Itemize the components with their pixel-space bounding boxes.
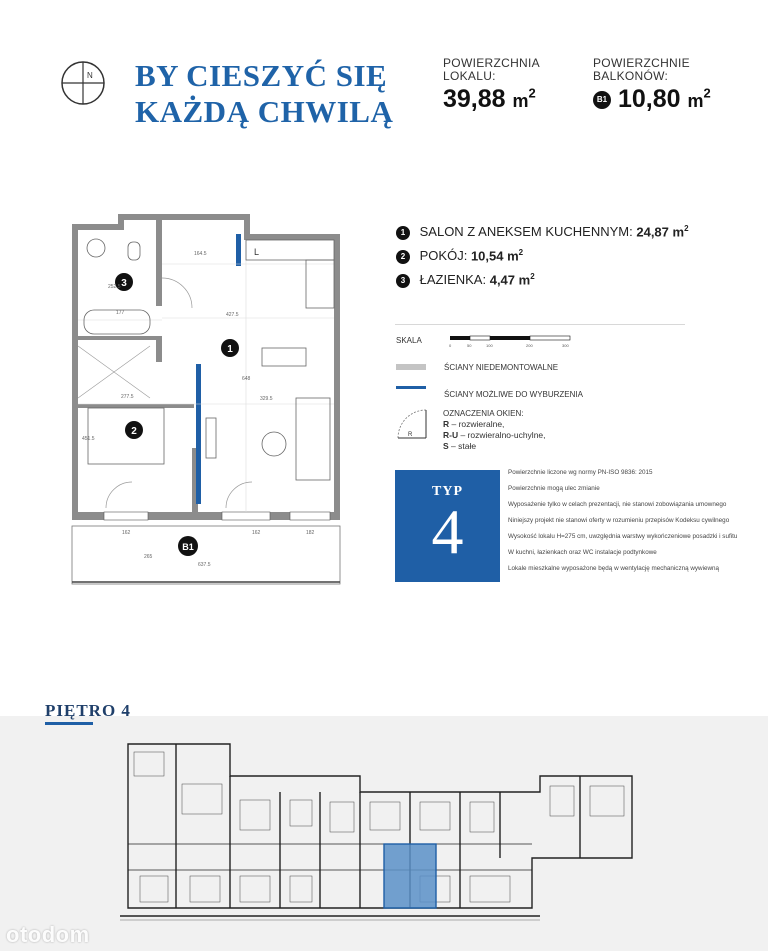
room-badge-1 xyxy=(221,339,239,357)
kitchen-counter xyxy=(246,240,334,260)
scale-tick: 200 xyxy=(526,343,533,348)
legend-removable-walls: ŚCIANY MOŻLIWE DO WYBURZENIA xyxy=(444,390,583,399)
washbasin-icon xyxy=(87,239,105,257)
balcony-badge-plan xyxy=(178,536,198,556)
note: Lokale mieszkalne wyposażone będą w wentylację mechaniczną wywiewną xyxy=(508,565,720,572)
dim-label: 265 xyxy=(144,554,153,560)
room-row-2 xyxy=(396,248,523,264)
legend-swatch-removable xyxy=(396,386,426,389)
scale-tick: 50 xyxy=(467,343,472,348)
room-number-badge: 3 xyxy=(396,274,410,288)
slogan-line-1: BY CIESZYĆ SIĘ xyxy=(135,58,388,93)
area-balkonow-value: 10,80 xyxy=(617,85,681,113)
toilet-icon xyxy=(128,242,140,260)
area-balkonow-sup: 2 xyxy=(703,85,711,101)
highlighted-unit xyxy=(384,844,436,908)
area-lokalu-label-1: POWIERZCHNIA xyxy=(443,56,540,70)
area-balkonow-label-2: BALKONÓW: xyxy=(593,69,669,83)
room-area: 4,47 m xyxy=(489,272,531,288)
wall-right xyxy=(334,234,340,520)
area-lokalu-value: 39,88 xyxy=(443,85,506,113)
window-legend-title: OZNACZENIA OKIEN: xyxy=(443,409,524,418)
legend-fixed-walls: ŚCIANY NIEDEMONTOWALNE xyxy=(444,363,559,372)
window-s-key: S xyxy=(443,441,449,451)
window-legend xyxy=(443,408,546,452)
svg-text:R: R xyxy=(408,432,413,438)
area-balkonow-unit: m xyxy=(687,91,704,111)
window-1 xyxy=(104,512,148,520)
area-lokalu-label-2: LOKALU: xyxy=(443,69,496,83)
scale-bar xyxy=(448,334,572,350)
room-number-badge: 2 xyxy=(396,250,410,264)
dim-label: 252.5 xyxy=(108,284,121,290)
floor-plan xyxy=(66,208,350,602)
dim-label: 162 xyxy=(252,530,261,536)
scale-tick: 100 xyxy=(486,343,493,348)
wall-room-top xyxy=(78,404,194,408)
wall-left xyxy=(72,224,78,520)
wall-top-left xyxy=(72,224,122,230)
dim-label: 182 xyxy=(306,530,315,536)
room-area-sup: 2 xyxy=(518,248,524,257)
room-badge-2 xyxy=(125,421,143,439)
typ-label: TYP xyxy=(432,484,463,499)
kitchen-stove xyxy=(306,260,334,308)
floor-overview-plan xyxy=(120,740,650,940)
divider xyxy=(395,324,685,325)
window-r-key: R xyxy=(443,419,450,429)
window-r: – rozwieralne, xyxy=(449,419,505,429)
note: W kuchni, łazienkach oraz WC instalacje podtynkowe xyxy=(508,549,657,556)
kitchen-mark: L xyxy=(254,247,260,257)
door-swing xyxy=(106,482,132,508)
wall-mid-vertical xyxy=(156,336,162,362)
notes xyxy=(508,469,748,581)
window-ru-key: R-U xyxy=(443,430,459,440)
window-ru: – rozwieralno-uchylne, xyxy=(458,430,546,440)
room-row-1 xyxy=(396,224,689,240)
slogan-line-2: KAŻDĄ CHWILĄ xyxy=(135,94,394,129)
area-lokalu-sup: 2 xyxy=(528,85,536,101)
compass-letter: N xyxy=(87,71,93,80)
removable-wall-1 xyxy=(236,234,241,266)
balcony-badge: B1 xyxy=(593,91,611,109)
coffee-table xyxy=(262,432,286,456)
note: Powierzchnie liczone wg normy PN-ISO 9836: 2015 xyxy=(508,469,653,476)
svg-text:1: 1 xyxy=(227,344,233,355)
wardrobe-icon xyxy=(206,418,216,458)
note: Wyposażenie tylko w celach prezentacji, nie stanowi zobowiązania umownego xyxy=(508,501,727,508)
room-area-sup: 2 xyxy=(684,224,689,233)
room-name: ŁAZIENKA: xyxy=(419,272,487,288)
area-lokalu xyxy=(443,57,540,114)
note: Wysokość lokalu H=275 cm, uwzględnia warstwy wykończeniowe posadzki i sufitu xyxy=(508,533,738,540)
door-swing xyxy=(162,278,192,308)
floor-title-underline xyxy=(45,722,93,725)
dim-label: 177 xyxy=(116,310,125,316)
wall-top xyxy=(118,214,248,220)
area-balkonow-label-1: POWIERZCHNIE xyxy=(593,56,690,70)
room-area: 24,87 m xyxy=(636,224,685,240)
slogan xyxy=(135,58,393,130)
window-symbol-icon xyxy=(396,408,428,440)
wall-bath-right xyxy=(156,220,162,306)
typ-number: 4 xyxy=(431,496,464,567)
svg-text:3: 3 xyxy=(121,278,127,289)
dim-label: 648 xyxy=(242,376,251,382)
wall-top-right xyxy=(244,234,340,240)
window-2 xyxy=(222,512,270,520)
room-name: SALON Z ANEKSEM KUCHENNYM: xyxy=(419,224,633,240)
room-number-badge: 1 xyxy=(396,226,410,240)
compass-north-icon xyxy=(60,60,106,106)
scale-tick: 300 xyxy=(562,343,569,348)
area-balkonow xyxy=(593,57,711,114)
area-lokalu-unit: m xyxy=(512,91,529,111)
room-row-3 xyxy=(396,272,535,288)
dim-label: 162 xyxy=(122,530,131,536)
scale-label: SKALA xyxy=(396,336,422,345)
removable-wall-2 xyxy=(196,364,201,504)
window-s: – stałe xyxy=(448,441,477,451)
sofa-icon xyxy=(296,398,330,480)
room-name: POKÓJ: xyxy=(419,248,468,264)
bed-icon xyxy=(88,408,164,464)
wall-bath-bottom xyxy=(78,336,162,340)
scale-tick: 0 xyxy=(449,343,452,348)
window-3 xyxy=(290,512,330,520)
dim-label: 451.5 xyxy=(82,436,95,442)
note: Powierzchnie mogą ulec zmianie xyxy=(508,485,600,492)
note: Niniejszy projekt nie stanowi oferty w rozumieniu przepisów Kodeksu cywilnego xyxy=(508,517,730,524)
legend-swatch-fixed xyxy=(396,364,426,370)
floor-title: PIĘTRO 4 xyxy=(45,701,131,720)
dim-label: 637.5 xyxy=(198,562,211,568)
dim-label: 329.5 xyxy=(260,396,273,402)
dim-label: 277.5 xyxy=(121,394,134,400)
balcony-outline xyxy=(72,526,340,584)
dim-label: 164.5 xyxy=(194,251,207,257)
svg-text:B1: B1 xyxy=(182,542,194,552)
svg-text:2: 2 xyxy=(131,426,137,437)
door-swing xyxy=(226,482,252,508)
watermark-logo: otodom xyxy=(6,922,90,947)
dim-label: 427.5 xyxy=(226,312,239,318)
typ-box xyxy=(395,470,500,582)
room-area-sup: 2 xyxy=(530,272,535,281)
room-area: 10,54 m xyxy=(470,248,519,264)
dining-table xyxy=(262,348,306,366)
